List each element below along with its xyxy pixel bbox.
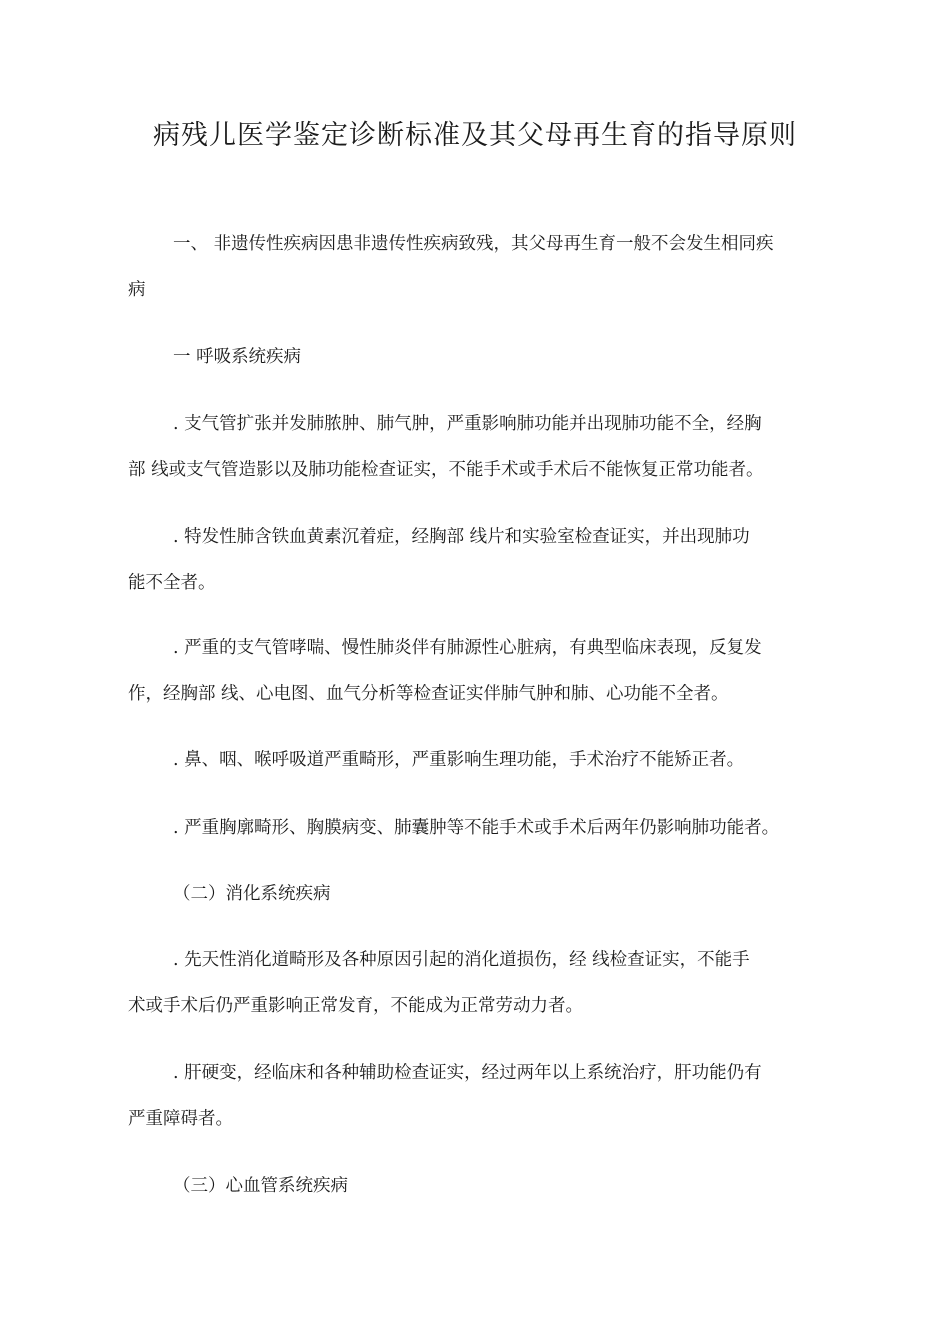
paragraph-line: . 严重的支气管哮喘、慢性肺炎伴有肺源性心脏病，有典型临床表现，反复发 <box>173 638 762 658</box>
paragraph-line: . 严重胸廓畸形、胸膜病变、肺囊肿等不能手术或手术后两年仍影响肺功能者。 <box>173 818 780 838</box>
paragraph-line: . 鼻、咽、喉呼吸道严重畸形，严重影响生理功能，手术治疗不能矫正者。 <box>173 750 745 770</box>
document-title: 病残儿医学鉴定诊断标准及其父母再生育的指导原则 <box>153 120 797 151</box>
respiratory-item-3 <box>128 625 828 717</box>
paragraph-line: 术或手术后仍严重影响正常发育，不能成为正常劳动力者。 <box>128 996 583 1016</box>
paragraph-line: 严重障碍者。 <box>128 1109 233 1129</box>
respiratory-item-1 <box>128 401 828 493</box>
paragraph-line: 部 线或支气管造影以及肺功能检查证实，不能手术或手术后不能恢复正常功能者。 <box>128 460 764 480</box>
subsection-heading-respiratory: 一 呼吸系统疾病 <box>173 347 302 367</box>
paragraph-line: 病 <box>128 280 146 300</box>
respiratory-item-4 <box>128 737 828 783</box>
paragraph-line: . 特发性肺含铁血黄素沉着症，经胸部 线片和实验室检查证实，并出现肺功 <box>173 527 750 547</box>
section-one-paragraph <box>128 221 828 313</box>
respiratory-item-2 <box>128 514 828 606</box>
paragraph-line: 一、 非遗传性疾病因患非遗传性疾病致残，其父母再生育一般不会发生相同疾 <box>173 234 774 254</box>
subsection-heading-cardiovascular: （三）心血管系统疾病 <box>173 1176 348 1196</box>
digestive-item-2 <box>128 1050 828 1142</box>
digestive-item-1 <box>128 937 828 1029</box>
subsection-heading-digestive: （二）消化系统疾病 <box>173 884 331 904</box>
paragraph-line: . 肝硬变，经临床和各种辅助检查证实，经过两年以上系统治疗，肝功能仍有 <box>173 1063 762 1083</box>
paragraph-line: . 先天性消化道畸形及各种原因引起的消化道损伤，经 线检查证实，不能手 <box>173 950 750 970</box>
respiratory-item-5 <box>128 805 828 851</box>
paragraph-line: . 支气管扩张并发肺脓肿、肺气肿，严重影响肺功能并出现肺功能不全，经胸 <box>173 414 762 434</box>
paragraph-line: 作，经胸部 线、心电图、血气分析等检查证实伴肺气肿和肺、心功能不全者。 <box>128 684 729 704</box>
paragraph-line: 能不全者。 <box>128 573 216 593</box>
